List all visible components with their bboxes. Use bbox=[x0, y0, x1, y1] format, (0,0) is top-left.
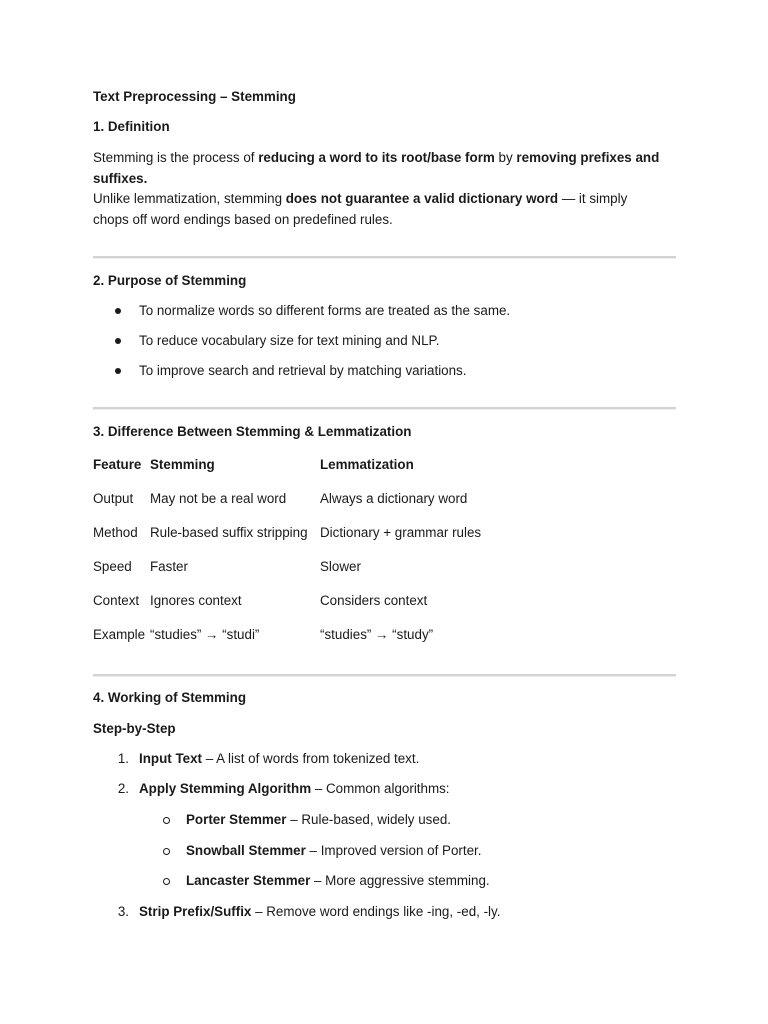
table-cell: May not be a real word bbox=[150, 491, 287, 506]
definition-paragraph-line bbox=[93, 190, 627, 207]
purpose-heading: 2. Purpose of Stemming bbox=[93, 273, 247, 288]
table-cell: Slower bbox=[320, 559, 361, 574]
step-list-item bbox=[139, 903, 500, 920]
text-run-bold: Strip Prefix/Suffix bbox=[139, 904, 252, 919]
text-run: by bbox=[494, 150, 517, 165]
text-run: Stemming is the process of bbox=[93, 150, 259, 165]
circle-bullet-icon bbox=[163, 817, 170, 824]
horizontal-rule bbox=[93, 407, 676, 410]
table-cell: Considers context bbox=[320, 593, 428, 608]
table-cell: “studies” → “study” bbox=[320, 627, 434, 642]
horizontal-rule bbox=[93, 256, 676, 259]
table-cell: Faster bbox=[150, 559, 188, 574]
algorithm-list-item bbox=[186, 842, 481, 859]
circle-bullet-icon bbox=[163, 878, 170, 885]
purpose-list-item: To normalize words so different forms are treated as the same. bbox=[139, 303, 511, 318]
text-run-bold: Lancaster Stemmer bbox=[186, 873, 311, 888]
circle-bullet-icon bbox=[163, 848, 170, 855]
definition-paragraph-line bbox=[93, 149, 659, 166]
bullet-icon bbox=[115, 308, 121, 314]
table-cell: Example bbox=[93, 627, 146, 642]
text-run-bold: reducing a word to its root/base form bbox=[258, 150, 495, 165]
table-cell: Always a dictionary word bbox=[320, 491, 468, 506]
text-run: – More aggressive stemming. bbox=[310, 873, 490, 888]
list-number: 1. bbox=[117, 751, 129, 766]
text-run-bold: Porter Stemmer bbox=[186, 812, 287, 827]
purpose-list-item: To improve search and retrieval by matching variations. bbox=[139, 363, 467, 378]
text-run-bold: does not guarantee a valid dictionary word bbox=[285, 191, 559, 206]
purpose-list-item: To reduce vocabulary size for text mining and NLP. bbox=[139, 333, 440, 348]
working-heading: 4. Working of Stemming bbox=[93, 690, 247, 705]
algorithm-list-item bbox=[186, 872, 490, 889]
text-run: – Rule-based, widely used. bbox=[286, 812, 451, 827]
table-cell: Ignores context bbox=[150, 593, 242, 608]
step-list-item bbox=[139, 750, 419, 767]
text-run: – A list of words from tokenized text. bbox=[201, 751, 420, 766]
text-run-bold: Apply Stemming Algorithm bbox=[139, 781, 312, 796]
working-subheading: Step-by-Step bbox=[93, 721, 176, 736]
table-cell: Context bbox=[93, 593, 140, 608]
table-cell: Output bbox=[93, 491, 134, 506]
table-header-cell: Stemming bbox=[150, 457, 215, 472]
text-run: — it simply bbox=[558, 191, 628, 206]
table-cell: “studies” → “studi” bbox=[150, 627, 260, 642]
table-cell: Method bbox=[93, 525, 138, 540]
text-run: Unlike lemmatization, stemming bbox=[93, 191, 286, 206]
table-cell: Dictionary + grammar rules bbox=[320, 525, 482, 540]
definition-heading: 1. Definition bbox=[93, 119, 170, 134]
text-run-bold: Input Text bbox=[139, 751, 202, 766]
difference-heading: 3. Difference Between Stemming & Lemmatization bbox=[93, 424, 412, 439]
step-list-item bbox=[139, 780, 450, 797]
document-title: Text Preprocessing – Stemming bbox=[93, 89, 296, 104]
bullet-icon bbox=[115, 338, 121, 344]
text-run: – Common algorithms: bbox=[311, 781, 450, 796]
text-run-bold: Snowball Stemmer bbox=[186, 843, 306, 858]
table-header-cell: Lemmatization bbox=[320, 457, 414, 472]
table-header-cell: Feature bbox=[93, 457, 142, 472]
definition-paragraph-line: chops off word endings based on predefined rules. bbox=[93, 212, 393, 227]
bullet-icon bbox=[115, 368, 121, 374]
list-number: 3. bbox=[117, 904, 129, 919]
algorithm-list-item bbox=[186, 811, 451, 828]
definition-paragraph-line: suffixes. bbox=[93, 171, 148, 186]
text-run: – Remove word endings like -ing, -ed, -ly. bbox=[251, 904, 501, 919]
text-run: – Improved version of Porter. bbox=[305, 843, 482, 858]
table-cell: Rule-based suffix stripping bbox=[150, 525, 308, 540]
list-number: 2. bbox=[117, 781, 129, 796]
horizontal-rule bbox=[93, 674, 676, 677]
text-run-bold: removing prefixes and bbox=[516, 150, 660, 165]
table-cell: Speed bbox=[93, 559, 132, 574]
